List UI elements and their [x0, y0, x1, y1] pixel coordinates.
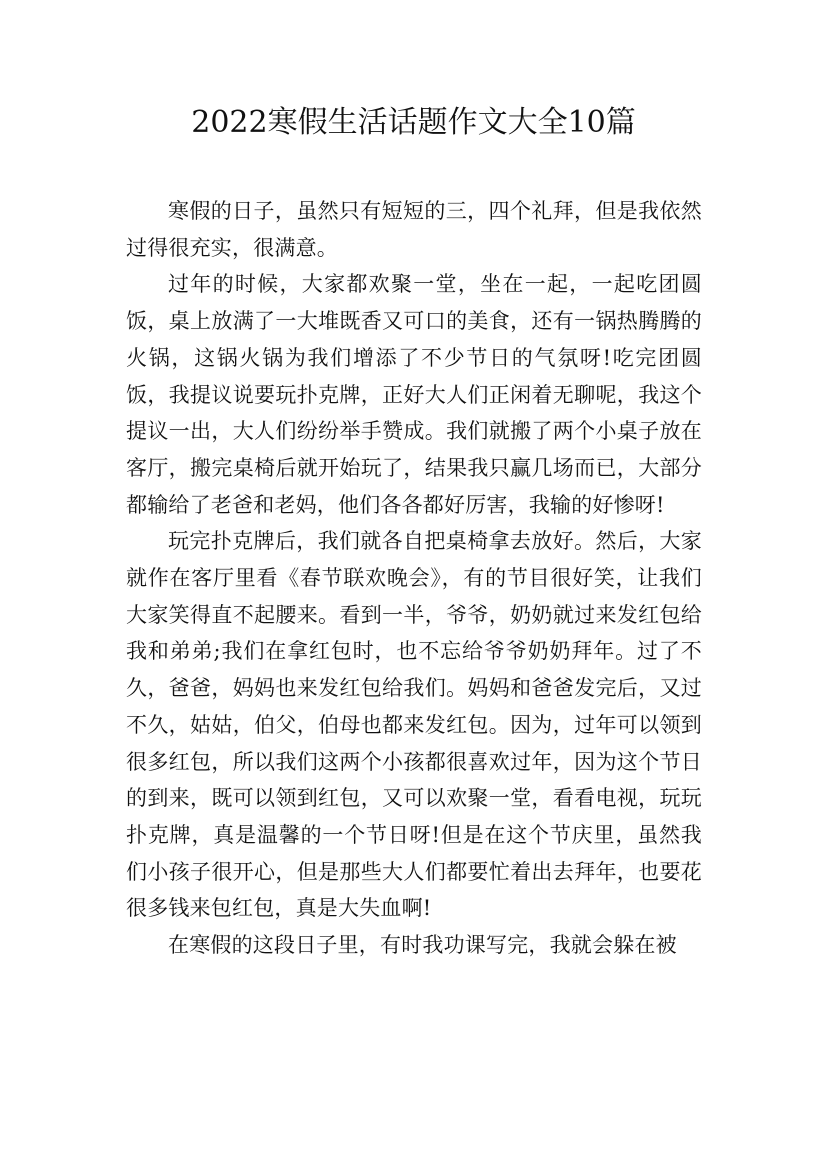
paragraph-2: 过年的时候，大家都欢聚一堂，坐在一起，一起吃团圆饭，桌上放满了一大堆既香又可口的美食，还有一锅热腾腾的火锅，这锅火锅为我们增添了不少节日的气氛呀!吃完团圆饭，我提议说要玩扑克牌，正好大人们正闲着无聊呢，我这个提议一出，大人们纷纷举手赞成。我们就搬了两个小桌子放在客厅，搬完桌椅后就开始玩了，结果我只赢几场而已，大部分都输给了老爸和老妈，他们各各都好厉害，我输的好惨呀!	[126, 272, 702, 517]
document-body	[126, 193, 702, 964]
document-title: 2022寒假生活话题作文大全10篇	[191, 105, 636, 140]
paragraph-3: 玩完扑克牌后，我们就各自把桌椅拿去放好。然后，大家就作在客厅里看《春节联欢晚会》，有的节目很好笑，让我们大家笑得直不起腰来。看到一半，爷爷，奶奶就过来发红包给我和弟弟;我们在拿红包时，也不忘给爷爷奶奶拜年。过了不久，爸爸，妈妈也来发红包给我们。妈妈和爸爸发完后，又过不久，姑姑，伯父，伯母也都来发红包。因为，过年可以领到很多红包，所以我们这两个小孩都很喜欢过年，因为这个节日的到来，既可以领到红包，又可以欢聚一堂，看看电视，玩玩扑克牌，真是温馨的一个节日呀!但是在这个节庆里，虽然我们小孩子很开心，但是那些大人们都要忙着出去拜年，也要花很多钱来包红包，真是大失血啊!	[126, 529, 702, 921]
paragraph-4: 在寒假的这段日子里，有时我功课写完，我就会躲在被	[168, 933, 677, 958]
paragraph-1: 寒假的日子，虽然只有短短的三，四个礼拜，但是我依然过得很充实，很满意。	[126, 199, 702, 260]
